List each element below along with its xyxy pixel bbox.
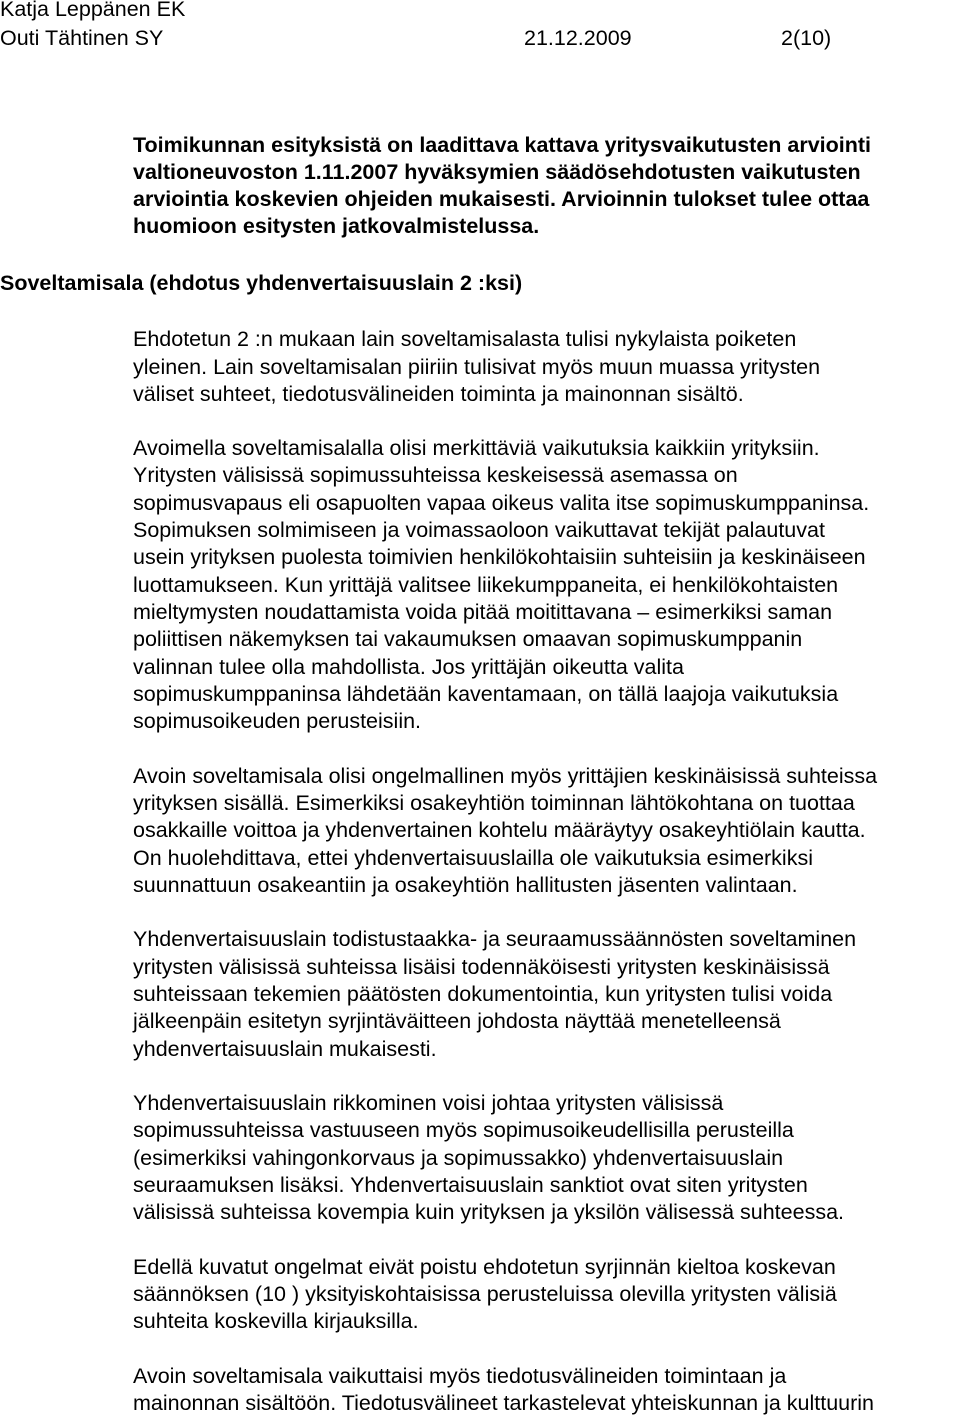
intro-line: arviointia koskevien ohjeiden mukaisesti. Arvioinnin tulokset tulee ottaa bbox=[133, 187, 870, 211]
paragraph-line: Yhdenvertaisuuslain todistustaakka- ja seuraamussäännösten soveltaminen bbox=[133, 927, 857, 951]
paragraph-line: mieltymysten noudattamista voida pitää moitittavana – esimerkiksi saman bbox=[133, 600, 833, 624]
paragraph-line: suhteita koskevilla kirjauksilla. bbox=[133, 1309, 419, 1333]
paragraph-line: On huolehdittava, ettei yhdenvertaisuuslailla ole vaikutuksia esimerkiksi bbox=[133, 846, 813, 870]
paragraph-line: sopimuskumppaninsa lähdetään kaventamaan, on tällä laajoja vaikutuksia bbox=[133, 682, 839, 706]
paragraph-line: seuraamuksen lisäksi. Yhdenvertaisuuslain sanktiot ovat siten yritysten bbox=[133, 1173, 808, 1197]
paragraph-line: yritysten välisissä suhteissa lisäisi todennäköisesti yritysten keskinäisissä bbox=[133, 955, 830, 979]
paragraph-line: sopimusoikeuden perusteisiin. bbox=[133, 709, 422, 733]
section-heading: Soveltamisala (ehdotus yhdenvertaisuuslain 2 :ksi) bbox=[0, 271, 523, 295]
paragraph-line: suhteissaan tekemien päätösten dokumentointia, kun yritysten tulisi voida bbox=[133, 982, 833, 1006]
header-author-1: Katja Leppänen EK bbox=[0, 0, 186, 21]
paragraph-line: yleinen. Lain soveltamisalan piiriin tulisivat myös muun muassa yritysten bbox=[133, 355, 821, 379]
paragraph-line: Sopimuksen solmimiseen ja voimassaoloon vaikuttavat tekijät palautuvat bbox=[133, 518, 825, 542]
paragraph-line: Ehdotetun 2 :n mukaan lain soveltamisalasta tulisi nykylaista poiketen bbox=[133, 327, 797, 351]
paragraph-line: valinnan tulee olla mahdollista. Jos yrittäjän oikeutta valita bbox=[133, 655, 684, 679]
paragraph-line: Avoin soveltamisala vaikuttaisi myös tiedotusvälineiden toimintaan ja bbox=[133, 1364, 787, 1388]
paragraph-line: jälkeenpäin esitetyn syrjintäväitteen johdosta näyttää menetelleensä bbox=[133, 1009, 781, 1033]
paragraph-line: väliset suhteet, tiedotusvälineiden toiminta ja mainonnan sisältö. bbox=[133, 382, 744, 406]
header-date: 21.12.2009 bbox=[524, 26, 632, 50]
header-author-2: Outi Tähtinen SY bbox=[0, 26, 164, 50]
intro-line: huomioon esitysten jatkovalmistelussa. bbox=[133, 214, 540, 238]
paragraph-line: säännöksen (10 ) yksityiskohtaisissa perusteluissa olevilla yritysten välisiä bbox=[133, 1282, 837, 1306]
paragraph-line: suunnattuun osakeantiin ja osakeyhtiön hallitusten jäsenten valintaan. bbox=[133, 873, 798, 897]
paragraph-line: Avoin soveltamisala olisi ongelmallinen myös yrittäjien keskinäisissä suhteissa bbox=[133, 764, 878, 788]
intro-line: Toimikunnan esityksistä on laadittava kattava yritysvaikutusten arviointi bbox=[133, 133, 872, 157]
paragraph-line: usein yrityksen puolesta toimivien henkilökohtaisiin suhteisiin ja keskinäiseen bbox=[133, 545, 866, 569]
paragraph-line: yrityksen sisällä. Esimerkiksi osakeyhtiön toiminnan lähtökohtana on tuottaa bbox=[133, 791, 855, 815]
paragraph-line: Yhdenvertaisuuslain rikkominen voisi johtaa yritysten välisissä bbox=[133, 1091, 724, 1115]
paragraph-line: (esimerkiksi vahingonkorvaus ja sopimussakko) yhdenvertaisuuslain bbox=[133, 1146, 784, 1170]
paragraph-line: osakkaille voittoa ja yhdenvertainen kohtelu määräytyy osakeyhtiölain kautta. bbox=[133, 818, 866, 842]
paragraph-line: luottamukseen. Kun yrittäjä valitsee liikekumppaneita, ei henkilökohtaisten bbox=[133, 573, 839, 597]
paragraph-line: mainonnan sisältöön. Tiedotusvälineet tarkastelevat yhteiskunnan ja kulttuurin bbox=[133, 1391, 875, 1415]
paragraph-line: Edellä kuvatut ongelmat eivät poistu ehdotetun syrjinnän kieltoa koskevan bbox=[133, 1255, 836, 1279]
paragraph-line: sopimusvapaus eli osapuolten vapaa oikeus valita itse sopimuskumppaninsa. bbox=[133, 491, 870, 515]
paragraph-line: välisissä suhteissa kovempia kuin yrityksen ja yksilön välisessä suhteessa. bbox=[133, 1200, 845, 1224]
paragraph-line: Yritysten välisissä sopimussuhteissa keskeisessä asemassa on bbox=[133, 463, 738, 487]
paragraph-line: yhdenvertaisuuslain mukaisesti. bbox=[133, 1037, 437, 1061]
paragraph-line: poliittisen näkemyksen tai vakaumuksen omaavan sopimuskumppanin bbox=[133, 627, 803, 651]
paragraph-line: sopimussuhteissa vastuuseen myös sopimusoikeudellisilla perusteilla bbox=[133, 1118, 794, 1142]
header-page-number: 2(10) bbox=[781, 26, 832, 50]
paragraph-line: Avoimella soveltamisalalla olisi merkittäviä vaikutuksia kaikkiin yrityksiin. bbox=[133, 436, 820, 460]
intro-line: valtioneuvoston 1.11.2007 hyväksymien säädösehdotusten vaikutusten bbox=[133, 160, 861, 184]
